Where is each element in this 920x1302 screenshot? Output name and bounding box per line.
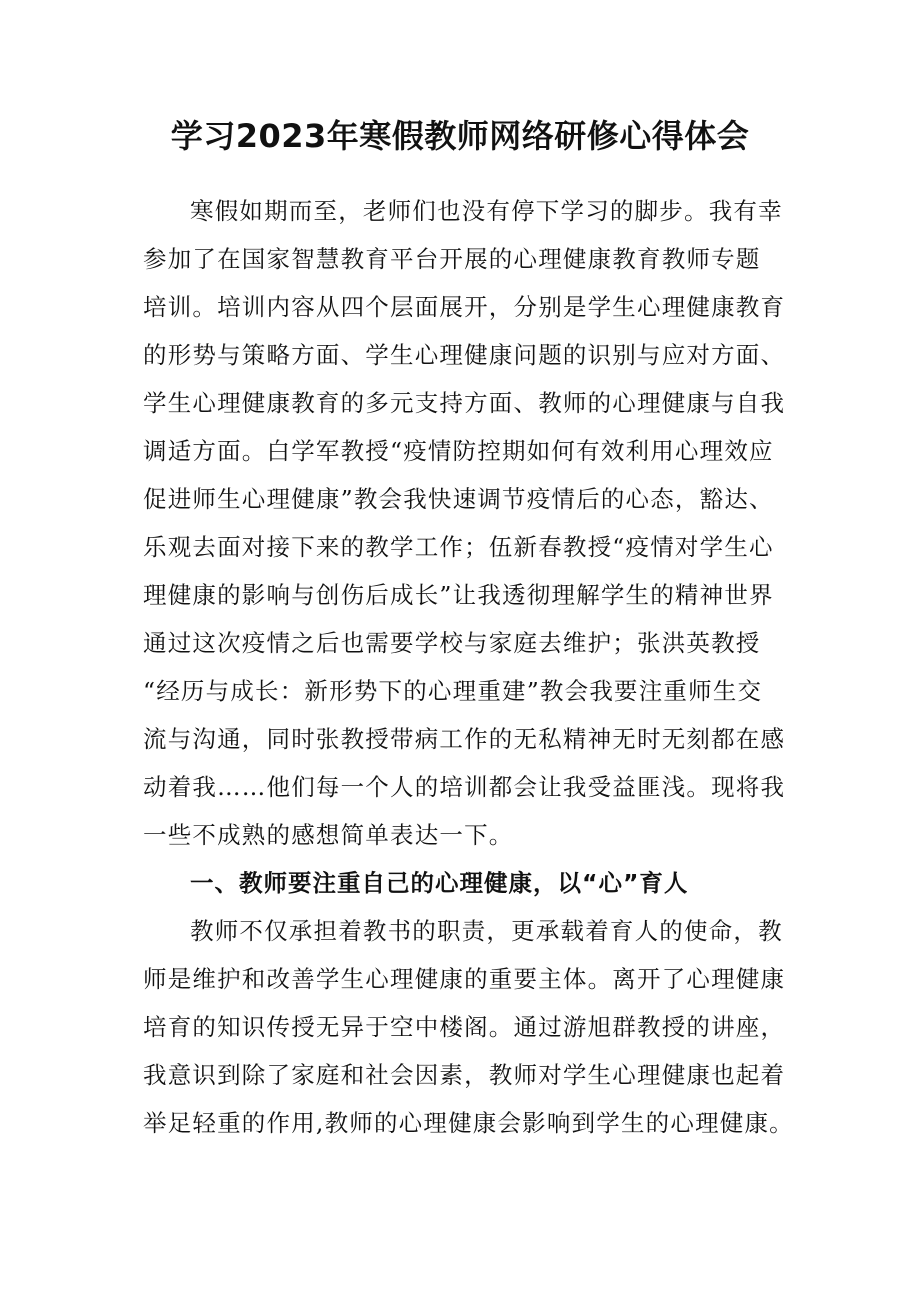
document-title: 学习2023年寒假教师网络研修心得体会: [170, 117, 750, 155]
paragraph-line: 寒假如期而至，老师们也没有停下学习的脚步。我有幸: [190, 197, 783, 225]
paragraph-line: “经历与成长：新形势下的心理重建”教会我要注重师生交: [143, 677, 763, 705]
paragraph-line: 学生心理健康教育的多元支持方面、教师的心理健康与自我: [143, 389, 786, 417]
paragraph-line: 促进师生心理健康”教会我快速调节疫情后的心态，豁达、: [143, 485, 774, 513]
paragraph-line: 教师不仅承担着教书的职责，更承载着育人的使命，教: [190, 917, 783, 945]
paragraph-line: 理健康的影响与创伤后成长”让我透彻理解学生的精神世界: [143, 581, 774, 609]
section-heading: 一、教师要注重自己的心理健康，以“心”育人: [190, 869, 689, 897]
paragraph-line: 举足轻重的作用,教师的心理健康会影响到学生的心理健康。: [143, 1109, 794, 1137]
paragraph-line: 参加了在国家智慧教育平台开展的心理健康教育教师专题: [143, 245, 761, 273]
paragraph-line: 乐观去面对接下来的教学工作；伍新春教授“疫情对学生心: [143, 533, 774, 561]
paragraph-line: 师是维护和改善学生心理健康的重要主体。离开了心理健康: [143, 965, 786, 993]
paragraph-line: 流与沟通，同时张教授带病工作的无私精神无时无刻都在感: [143, 725, 786, 753]
paragraph-line: 通过这次疫情之后也需要学校与家庭去维护；张洪英教授: [143, 629, 761, 657]
paragraph-line: 我意识到除了家庭和社会因素，教师对学生心理健康也起着: [143, 1061, 786, 1089]
paragraph-line: 调适方面。白学军教授“疫情防控期如何有效利用心理效应: [143, 437, 774, 465]
paragraph-line: 的形势与策略方面、学生心理健康问题的识别与应对方面、: [143, 341, 786, 369]
paragraph-line: 一些不成熟的感想简单表达一下。: [143, 821, 514, 849]
paragraph-line: 动着我……他们每一个人的培训都会让我受益匪浅。现将我: [143, 773, 786, 801]
paragraph-line: 培训。培训内容从四个层面展开，分别是学生心理健康教育: [143, 293, 786, 321]
paragraph-line: 培育的知识传授无异于空中楼阁。通过游旭群教授的讲座，: [143, 1013, 786, 1041]
